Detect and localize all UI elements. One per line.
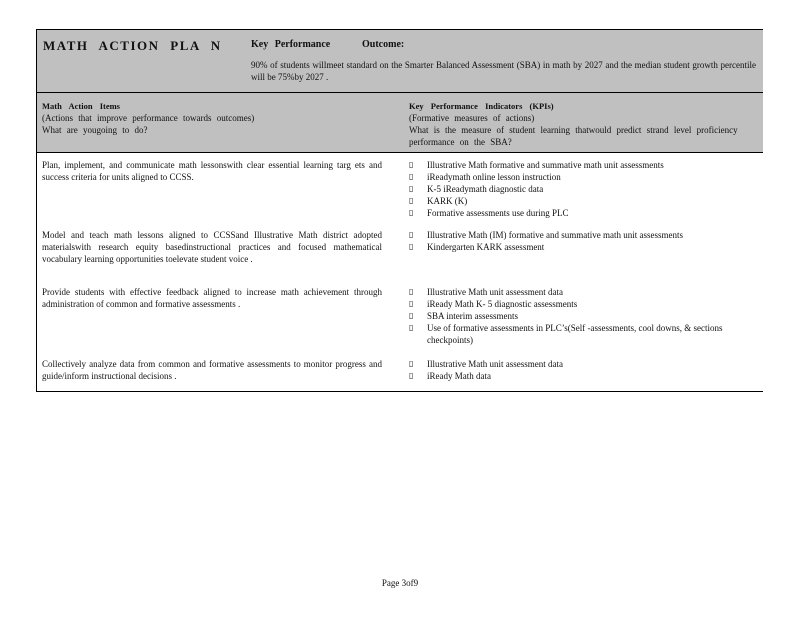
kpi-item: [409, 286, 749, 298]
bullet-icon: ▯: [409, 287, 414, 296]
key-performance-label: Key Performance: [251, 39, 331, 50]
action-plan-table: [36, 29, 763, 392]
kpi-item: [409, 195, 749, 207]
kpi-header: [409, 100, 754, 148]
outcome-label: Outcome:: [362, 39, 405, 50]
kpi-list: [409, 159, 749, 219]
kpi-list: [409, 229, 749, 253]
plan-row: [37, 280, 763, 352]
bullet-icon: ▯: [409, 323, 414, 332]
kpi-list: [409, 358, 749, 382]
kpi-item: [409, 298, 749, 310]
bullet-icon: ▯: [409, 160, 414, 169]
action-items-header: [42, 100, 387, 136]
plan-row: [37, 223, 763, 280]
kpi-text: KARK (K): [427, 196, 468, 206]
kpi-text: Formative assessments use during PLC: [427, 208, 569, 218]
kpi-text: Illustrative Math unit assessment data: [427, 359, 563, 369]
kpi-item: [409, 171, 749, 183]
kpi-text: Kindergarten KARK assessment: [427, 242, 545, 252]
kpi-text: iReadymath online lesson instruction: [427, 172, 561, 182]
kpi-item: [409, 322, 749, 346]
bullet-icon: ▯: [409, 371, 414, 380]
plan-header: [37, 30, 763, 93]
bullet-icon: ▯: [409, 230, 414, 239]
kpi-title: Key Performance Indicators (KPIs): [409, 101, 554, 111]
kpi-question: What is the measure of student learning thatwould predict strand level proficiency performance on the SBA?: [409, 125, 738, 147]
kpi-text: Illustrative Math unit assessment data: [427, 287, 563, 297]
plan-row: [37, 153, 763, 223]
kpi-item: [409, 229, 749, 241]
kpi-item: [409, 159, 749, 171]
bullet-icon: ▯: [409, 242, 414, 251]
action-items-question: What are yougoing to do?: [42, 125, 148, 135]
bullet-icon: ▯: [409, 172, 414, 181]
action-items-subtitle: (Actions that improve performance towards outcomes): [42, 113, 255, 123]
bullet-icon: ▯: [409, 359, 414, 368]
bullet-icon: ▯: [409, 196, 414, 205]
kpi-text: K-5 iReadymath diagnostic data: [427, 184, 544, 194]
kpi-item: [409, 310, 749, 322]
kpi-item: [409, 207, 749, 219]
kpi-text: Illustrative Math formative and summative math unit assessments: [427, 160, 664, 170]
kpi-item: [409, 241, 749, 253]
action-item-text: Plan, implement, and communicate math lessonswith clear essential learning targ ets and success criteria for units aligned to CCSS.: [42, 160, 382, 182]
bullet-icon: ▯: [409, 299, 414, 308]
bullet-icon: ▯: [409, 184, 414, 193]
action-items-title: Math Action Items: [42, 101, 120, 111]
kpi-subtitle: (Formative measures of actions): [409, 113, 535, 123]
kpi-item: [409, 370, 749, 382]
plan-title: MATH ACTION PLA N: [43, 38, 222, 53]
kpi-item: [409, 358, 749, 370]
kpi-list: [409, 286, 749, 346]
bullet-icon: ▯: [409, 311, 414, 320]
action-item-text: Collectively analyze data from common and formative assessments to monitor progress and guide/inform instructional decisions .: [42, 359, 382, 381]
kpi-text: Use of formative assessments in PLC’s(Self -assessments, cool downs, & sections checkpoints): [427, 323, 723, 345]
bullet-icon: ▯: [409, 208, 414, 217]
action-item-text: Provide students with effective feedback aligned to increase math achievement through administration of common and formative assessments .: [42, 287, 382, 309]
column-headers: [37, 93, 763, 153]
outcome-goal-text: 90% of students willmeet standard on the Smarter Balanced Assessment (SBA) in math by 2027 and the median student growth percentile will be 75%by 2027 .: [251, 60, 756, 82]
plan-row: [37, 352, 763, 391]
page-number: Page 3of9: [381, 578, 419, 588]
kpi-text: Illustrative Math (IM) formative and summative math unit assessments: [427, 230, 683, 240]
kpi-text: iReady Math K- 5 diagnostic assessments: [427, 299, 578, 309]
kpi-text: SBA interim assessments: [427, 311, 519, 321]
action-item-text: Model and teach math lessons aligned to CCSSand Illustrative Math district adopted materialswith research equity basedinstructional practices and focused mathematical vocabulary learning opportunities toelevate student voice .: [42, 230, 382, 264]
kpi-text: iReady Math data: [427, 371, 491, 381]
kpi-item: [409, 183, 749, 195]
